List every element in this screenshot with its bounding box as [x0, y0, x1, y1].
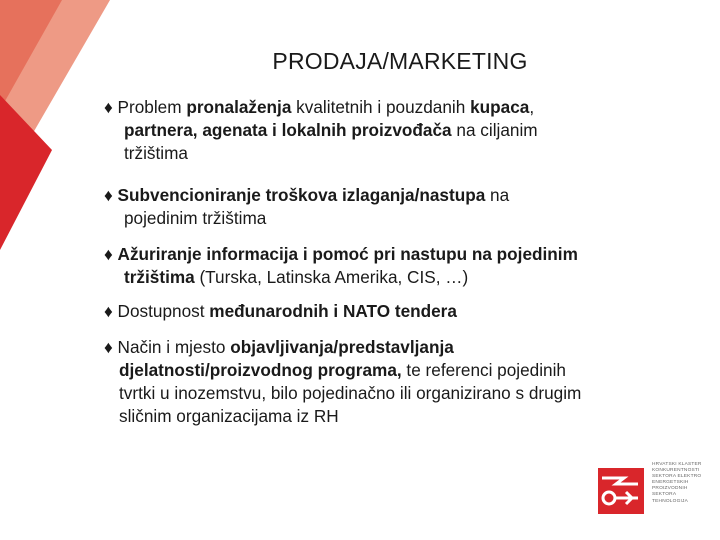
bold-text: Ažuriranje informacija i pomoć pri nastupu na pojedinim [117, 244, 578, 264]
bold-text: djelatnosti/proizvodnog programa, [119, 360, 402, 380]
logo-text-line: ENERGETSKIH [652, 480, 689, 486]
text: Dostupnost [117, 301, 210, 321]
slide-title: PRODAJA/MARKETING [272, 48, 528, 74]
bullet-item [104, 184, 684, 230]
text: ♦ [104, 97, 118, 117]
bullet-line [104, 142, 684, 165]
bullet-item [104, 300, 684, 323]
logo-text [652, 462, 702, 505]
text: (Turska, Latinska Amerika, CIS, …) [194, 267, 469, 287]
text: pojedinim tržištima [124, 208, 267, 228]
text: tvrtki u inozemstvu, bilo pojedinačno ili organizirano s drugim [119, 383, 582, 403]
text: ♦ [104, 337, 118, 357]
bullet-line [104, 266, 684, 289]
bullet-line [104, 184, 684, 207]
logo-text-line: TEHNOLOGIJA [652, 498, 689, 504]
text: na ciljanim [451, 120, 538, 140]
text: Način i mjesto [117, 337, 231, 357]
cluster-logo-icon [598, 468, 644, 514]
bold-text: Subvencioniranje troškova izlaganja/nastupa [117, 185, 486, 205]
bold-text: kupaca [470, 97, 530, 117]
bullet-list [104, 96, 684, 428]
text: kvalitetnih i pouzdanih [291, 97, 471, 117]
bullet-line [104, 405, 684, 428]
bullet-line [104, 336, 684, 359]
text: na [485, 185, 510, 205]
text: ♦ [104, 301, 118, 321]
logo-text-line: KONKURENTNOSTI [652, 468, 700, 474]
bullet-line [104, 300, 684, 323]
bold-text: partnera, agenata i lokalnih proizvođača [124, 120, 452, 140]
bold-text: tržištima [124, 267, 195, 287]
bullet-line [104, 96, 684, 119]
bullet-line [104, 119, 684, 142]
bullet-line [104, 243, 684, 266]
logo-text-line: SEKTORA [652, 492, 677, 498]
text: te referenci pojedinih [401, 360, 566, 380]
bullet-line [104, 382, 684, 405]
logo-text-line: HRVATSKI KLASTER [652, 462, 702, 467]
text: Problem [117, 97, 187, 117]
text: , [529, 97, 535, 117]
bullet-line [104, 359, 684, 382]
text: ♦ [104, 244, 118, 264]
bold-text: objavljivanja/predstavljanja [230, 337, 454, 357]
bold-text: međunarodnih i NATO tendera [209, 301, 457, 321]
text: tržištima [124, 143, 188, 163]
bold-text: pronalaženja [186, 97, 292, 117]
text: ♦ [104, 185, 118, 205]
bullet-item [104, 336, 684, 428]
text: sličnim organizacijama iz RH [119, 406, 339, 426]
organization-logo [598, 462, 702, 526]
bullet-line [104, 207, 684, 230]
logo-text-line: SEKTORA ELEKTRO [652, 474, 702, 480]
logo-text-line: PROIZVODNIH [652, 486, 688, 492]
bullet-item [104, 243, 684, 289]
bullet-item [104, 96, 684, 165]
